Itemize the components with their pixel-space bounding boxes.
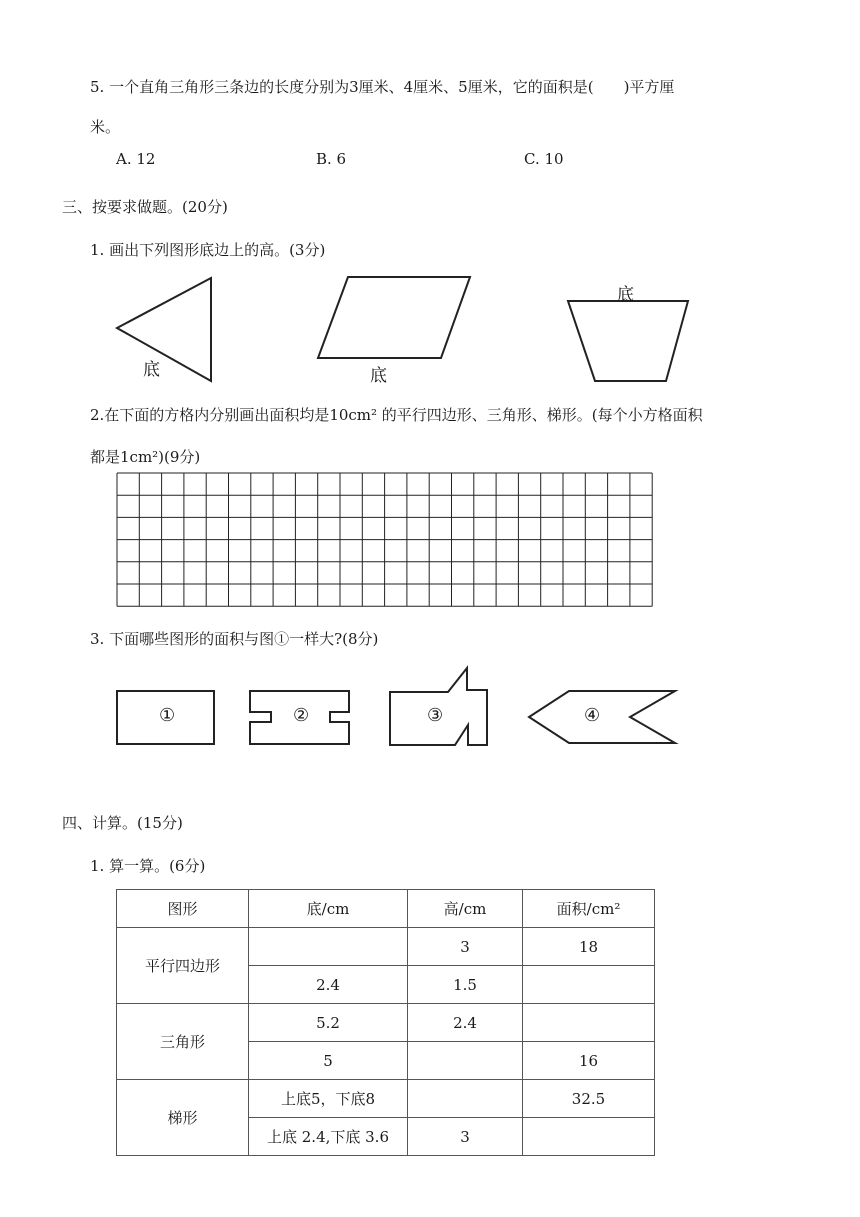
shape-2-label: ② bbox=[293, 705, 310, 726]
option-c[interactable]: C. 10 bbox=[524, 150, 564, 168]
section-3-question-2-line1: 2.在下面的方格内分别画出面积均是10cm² 的平行四边形、三角形、梯形。(每个小方格面积 bbox=[90, 406, 703, 424]
input-cell[interactable] bbox=[523, 1118, 655, 1156]
triangle-base-label: 底 bbox=[143, 360, 160, 380]
section-3-question-1: 1. 画出下列图形底边上的高。(3分) bbox=[90, 241, 326, 259]
shape-name-cell: 梯形 bbox=[117, 1080, 249, 1156]
value-cell[interactable]: 上底 2.4,下底 3.6 bbox=[249, 1118, 408, 1156]
shape-name-cell: 平行四边形 bbox=[117, 928, 249, 1004]
header-cell: 面积/cm² bbox=[523, 890, 655, 928]
input-cell[interactable] bbox=[249, 928, 408, 966]
section-4-question-1: 1. 算一算。(6分) bbox=[90, 857, 206, 875]
shape-1-label: ① bbox=[159, 705, 176, 726]
value-cell[interactable]: 2.4 bbox=[408, 1004, 523, 1042]
shape-4-label: ④ bbox=[584, 705, 601, 726]
question-5-line2: 米。 bbox=[90, 118, 121, 136]
table-row bbox=[117, 1080, 655, 1118]
value-cell[interactable]: 5 bbox=[249, 1042, 408, 1080]
section-4-title: 四、计算。(15分) bbox=[62, 814, 183, 832]
value-cell[interactable]: 上底5，下底8 bbox=[249, 1080, 408, 1118]
input-cell[interactable] bbox=[523, 966, 655, 1004]
section-3-question-2-line2: 都是1cm²)(9分) bbox=[90, 448, 201, 466]
value-cell[interactable]: 16 bbox=[523, 1042, 655, 1080]
option-b[interactable]: B. 6 bbox=[316, 150, 347, 168]
square-grid bbox=[117, 473, 652, 606]
parallelogram-shape bbox=[318, 277, 470, 358]
shape-4-arrow bbox=[529, 691, 675, 743]
value-cell[interactable]: 3 bbox=[408, 928, 523, 966]
section-3-title: 三、按要求做题。(20分) bbox=[62, 198, 228, 216]
trapezoid-shape bbox=[568, 301, 688, 381]
header-cell: 底/cm bbox=[249, 890, 408, 928]
value-cell[interactable]: 18 bbox=[523, 928, 655, 966]
value-cell[interactable]: 3 bbox=[408, 1118, 523, 1156]
question-5-line1: 5. 一个直角三角形三条边的长度分别为3厘米、4厘米、5厘米，它的面积是( )平方厘 bbox=[90, 78, 675, 96]
calculation-table bbox=[116, 889, 655, 1156]
table-row bbox=[117, 1004, 655, 1042]
input-cell[interactable] bbox=[408, 1080, 523, 1118]
value-cell[interactable]: 5.2 bbox=[249, 1004, 408, 1042]
header-cell: 高/cm bbox=[408, 890, 523, 928]
value-cell[interactable]: 1.5 bbox=[408, 966, 523, 1004]
shape-name-cell: 三角形 bbox=[117, 1004, 249, 1080]
section-3-question-3: 3. 下面哪些图形的面积与图①一样大?(8分) bbox=[90, 630, 379, 648]
trapezoid-base-label: 底 bbox=[617, 285, 634, 305]
value-cell[interactable]: 32.5 bbox=[523, 1080, 655, 1118]
triangle-shape bbox=[117, 278, 211, 381]
table-header-row bbox=[117, 890, 655, 928]
header-cell: 图形 bbox=[117, 890, 249, 928]
table-row bbox=[117, 928, 655, 966]
parallelogram-base-label: 底 bbox=[370, 366, 387, 386]
value-cell[interactable]: 2.4 bbox=[249, 966, 408, 1004]
shape-3-label: ③ bbox=[427, 705, 444, 726]
input-cell[interactable] bbox=[523, 1004, 655, 1042]
option-a[interactable]: A. 12 bbox=[116, 150, 156, 168]
input-cell[interactable] bbox=[408, 1042, 523, 1080]
